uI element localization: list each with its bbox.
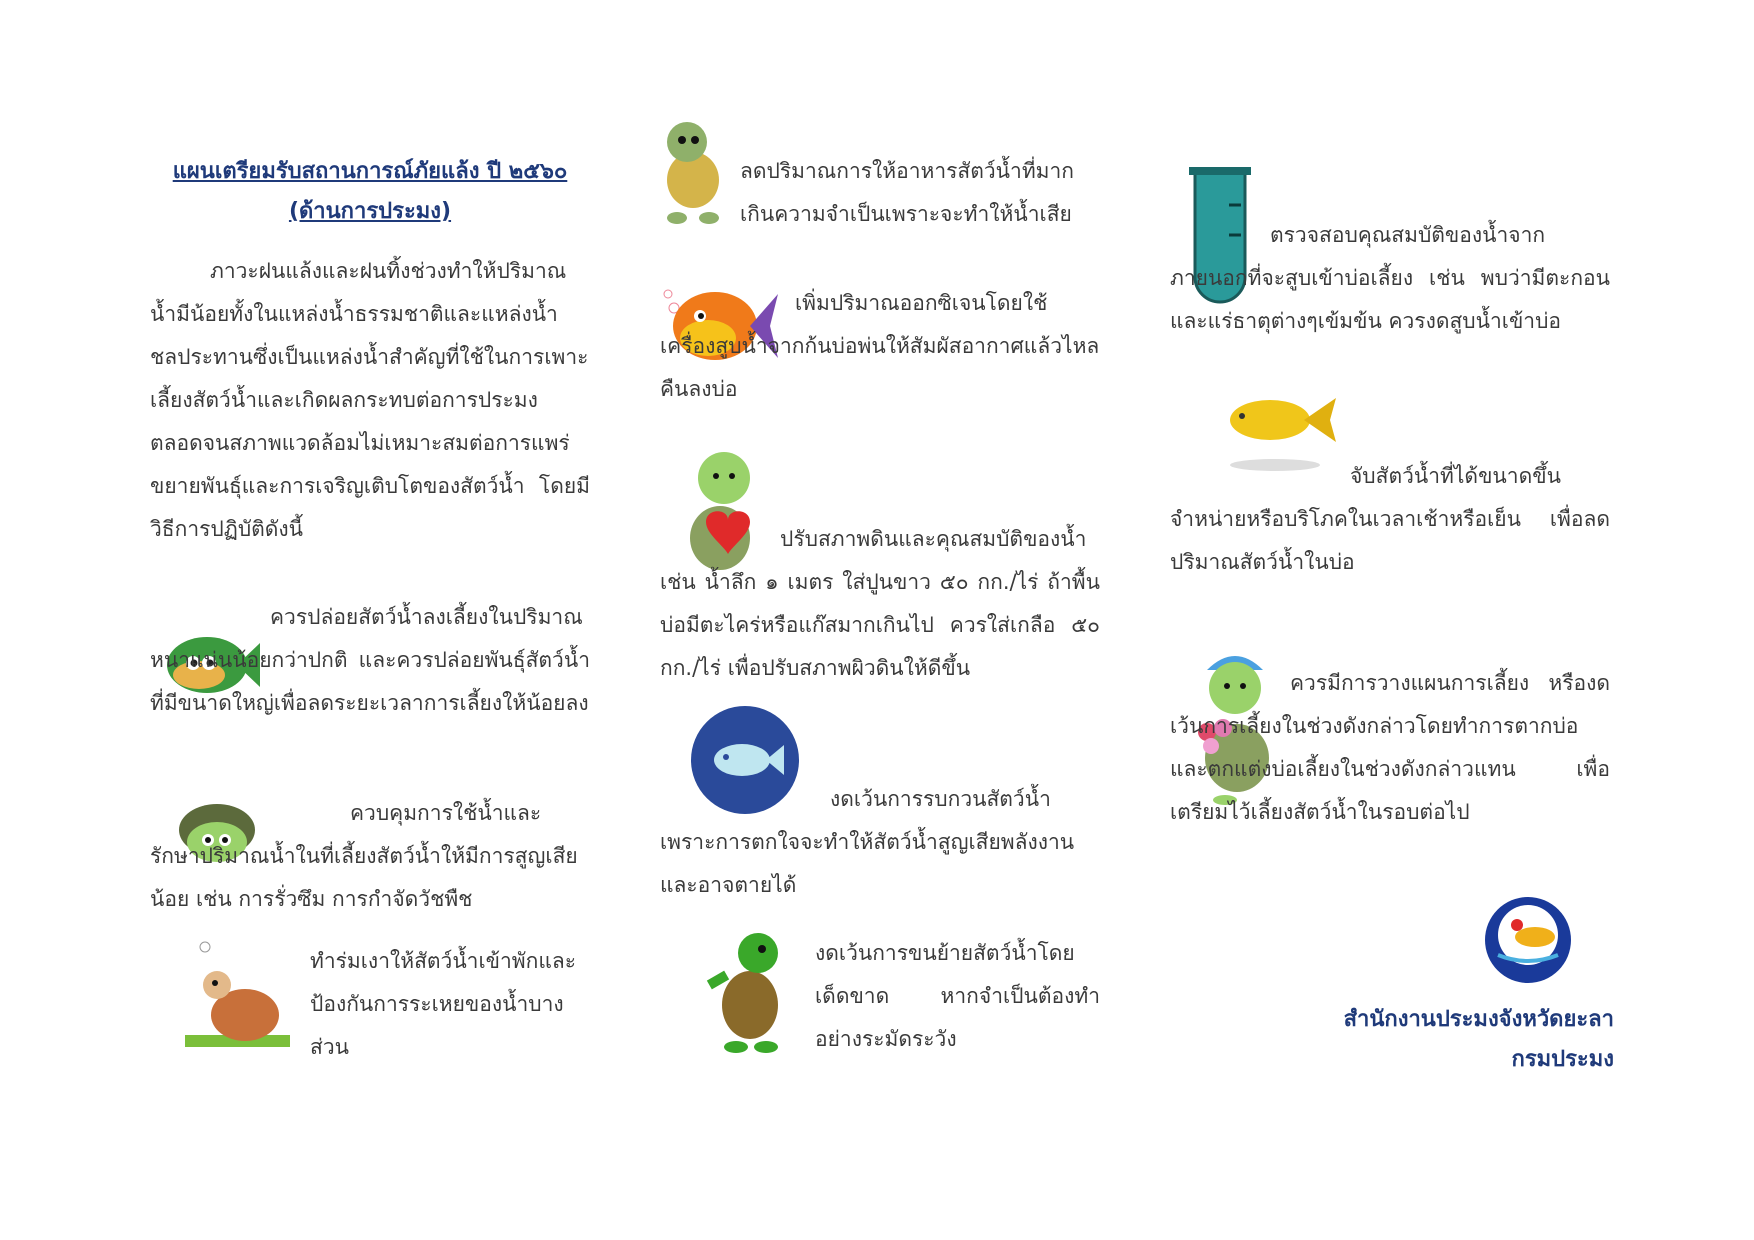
intro-paragraph: ภาวะฝนแล้งและฝนทิ้งช่วงทำให้ปริมาณน้ำมีน้อยทั้งในแหล่งน้ำธรรมชาติและแหล่งน้ำชลประทานซึ่งเป็นแหล่งน้ำสำคัญที่ใช้ในการเพาะเลี้ยงสัตว์น้ำและเกิดผลกระทบต่อการประมงตลอดจนสภาพแวดล้อมไม่เหมาะสมต่อการแพร่ขยายพันธุ์และการเจริญเติบโตของสัตว์น้ำ โดยมีวิธีการปฏิบัติดังนี้: [150, 259, 590, 541]
page-title: [140, 152, 600, 232]
grumpy-turtle-icon: [655, 118, 730, 232]
item-9-text: ตรวจสอบคุณสมบัติของน้ำจากภายนอกที่จะสูบเข้าบ่อเลี้ยง เช่น พบว่ามีตะกอนและแร่ธาตุต่างๆเข้มข้น ควรงดสูบน้ำเข้าบ่อ: [1170, 223, 1610, 333]
item-4-text: ลดปริมาณการให้อาหารสัตว์น้ำที่มากเกินความจำเป็นเพราะจะทำให้น้ำเสีย: [740, 159, 1075, 226]
title-line-1: แผนเตรียมรับสถานการณ์ภัยแล้ง ปี ๒๕๖๐: [172, 159, 568, 184]
agency-name: [1194, 1000, 1614, 1080]
item-6-text: ปรับสภาพดินและคุณสมบัติของน้ำ เช่น น้ำลึก ๑ เมตร ใส่ปูนขาว ๕๐ กก./ไร่ ถ้าพื้นบ่อมีตะไคร่หรือแก๊สมากเกินไป ควรใส่เกลือ ๕๐ กก./ไร่ เพื่อปรับสภาพผิวดินให้ดีขึ้น: [660, 527, 1100, 680]
item-7-text: งดเว้นการรบกวนสัตว์น้ำเพราะการตกใจจะทำให้สัตว์น้ำสูญเสียพลังงานและอาจตายได้: [660, 787, 1075, 897]
item-10-text: จับสัตว์น้ำที่ได้ขนาดขึ้นจำหน่ายหรือบริโภคในเวลาเช้าหรือเย็น เพื่อลดปริมาณสัตว์น้ำในบ่อ: [1170, 464, 1610, 574]
agency-line-2: กรมประมง: [1511, 1047, 1614, 1072]
item-1-text: ควรปล่อยสัตว์น้ำลงเลี้ยงในปริมาณหนาแน่นน้อยกว่าปกติ และควรปล่อยพันธุ์สัตว์น้ำที่มีขนาดใหญ่เพื่อลดระยะเวลาการเลี้ยงให้น้อยลง: [150, 605, 590, 715]
item-8-text: งดเว้นการขนย้ายสัตว์น้ำโดยเด็ดขาด หากจำเป็นต้องทำอย่างระมัดระวัง: [815, 941, 1100, 1051]
agency-line-1: สำนักงานประมงจังหวัดยะลา: [1343, 1007, 1614, 1032]
title-line-2: (ด้านการประมง): [288, 199, 452, 224]
department-logo: [1483, 895, 1573, 989]
item-11-text: ควรมีการวางแผนการเลี้ยง หรืองดเว้นการเลี้ยงในช่วงดังกล่าวโดยทำการตากบ่อและตกแต่งบ่อเลี้ยงในช่วงดังกล่าวแทน เพื่อเตรียมไว้เลี้ยงสัตว์น้ำในรอบต่อไป: [1170, 671, 1610, 824]
item-2-text: ควบคุมการใช้น้ำและรักษาปริมาณน้ำในที่เลี้ยงสัตว์น้ำให้มีการสูญเสียน้อย เช่น การรั่วซึม การกำจัดวัชพืช: [150, 801, 578, 911]
waving-turtle-icon: [700, 925, 800, 1059]
item-3-text: ทำร่มเงาให้สัตว์น้ำเข้าพักและป้องกันการระเหยของน้ำบางส่วน: [310, 949, 577, 1059]
tired-turtle-icon: [175, 935, 295, 1059]
item-5-text: เพิ่มปริมาณออกซิเจนโดยใช้เครื่องสูบน้ำจากก้นบ่อพ่นให้สัมผัสอากาศแล้วไหลคืนลงบ่อ: [660, 291, 1100, 401]
